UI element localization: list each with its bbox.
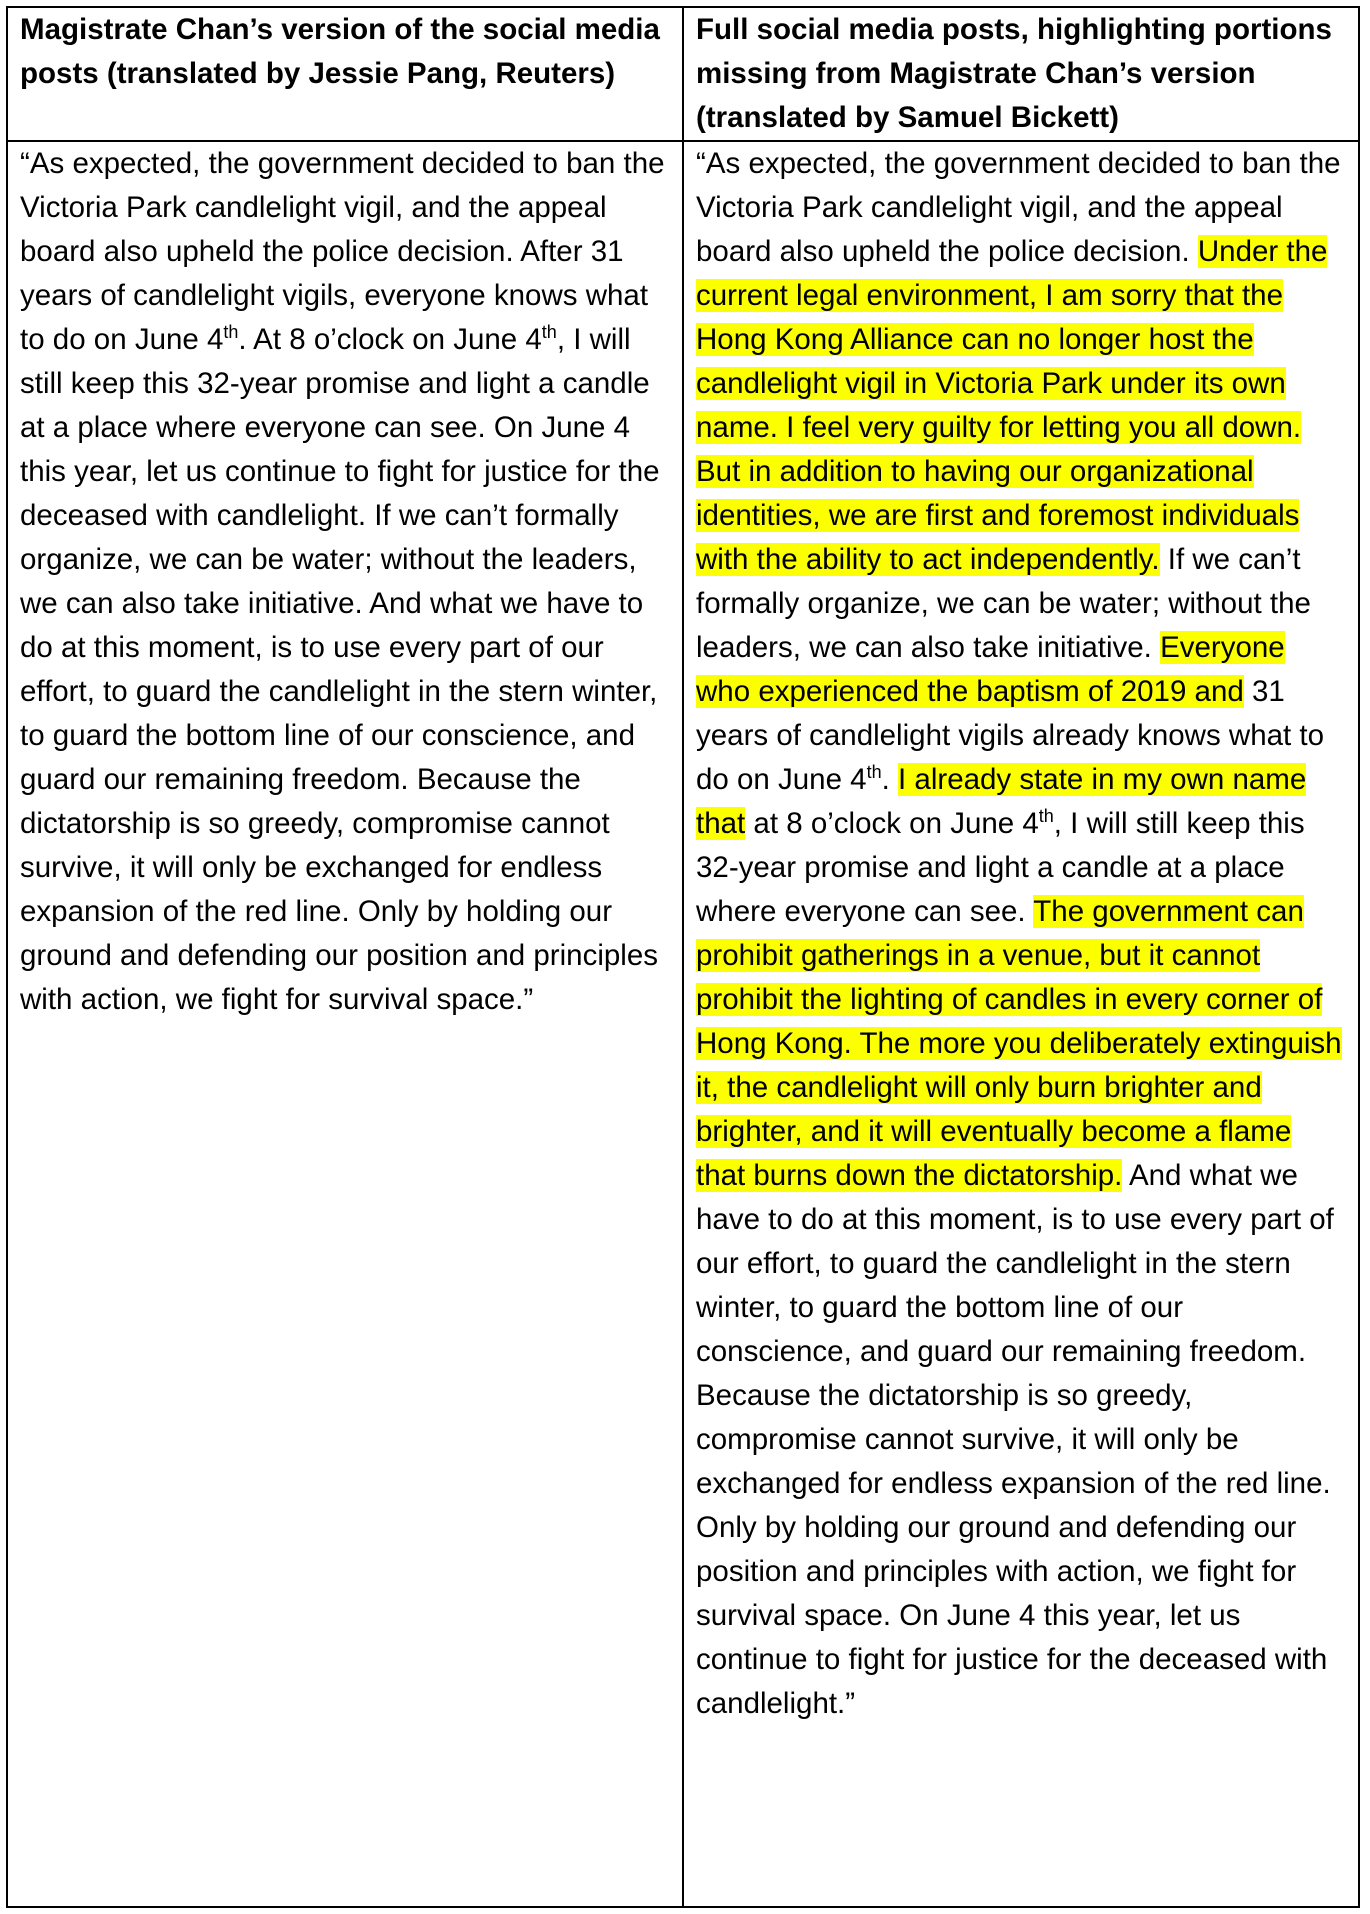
- right-text-part-6: , I will still keep this 32-year promise and light a candle at a place where everyone can see.: [696, 807, 1305, 928]
- left-text-part-2: . At 8 o’clock on June 4: [238, 323, 542, 356]
- comparison-table: [6, 6, 1360, 1908]
- left-superscript-2: th: [541, 322, 557, 343]
- left-column-header: Magistrate Chan’s version of the social media posts (translated by Jessie Pang, Reuters): [7, 7, 683, 141]
- right-text-part-2: If we can’t formally organize, we can be water; without the leaders, we can also take initiative.: [696, 543, 1311, 664]
- left-text-part-1: “As expected, the government decided to ban the Victoria Park candlelight vigil, and the appeal board also upheld the police decision. After 31 years of candlelight vigils, everyone knows what to do on June 4: [20, 147, 665, 356]
- right-text-part-5: at 8 o’clock on June 4: [745, 807, 1039, 840]
- right-text-part-4: .: [881, 763, 899, 796]
- highlighted-missing-portion-3: I already state in my own name that: [696, 763, 1307, 840]
- right-superscript-1: th: [866, 762, 882, 783]
- highlighted-missing-portion-4: The government can prohibit gatherings in a venue, but it cannot prohibit the lighting of candles in every corner of Hong Kong. The more you deliberately extinguish it, the candlelight will only burn brighter and brighter, and it will eventually become a flame that burns down the dictatorship.: [696, 895, 1342, 1192]
- right-text-part-1: “As expected, the government decided to ban the Victoria Park candlelight vigil, and the appeal board also upheld the police decision.: [696, 147, 1341, 268]
- header-row: [7, 7, 1359, 141]
- highlighted-missing-portion-1: Under the current legal environment, I am sorry that the Hong Kong Alliance can no longer host the candlelight vigil in Victoria Park under its own name. I feel very guilty for letting you all down. But in addition to having our organizational identities, we are first and foremost individuals with the ability to act independently.: [696, 235, 1328, 576]
- right-text-part-7: And what we have to do at this moment, is to use every part of our effort, to guard the candlelight in the stern winter, to guard the bottom line of our conscience, and guard our remaining freedom. Because the dictatorship is so greedy, compromise cannot survive, it will only be exchanged for endless expansion of the red line. Only by holding our ground and defending our position and principles with action, we fight for survival space. On June 4 this year, let us continue to fight for justice for the deceased with candlelight.”: [696, 1159, 1334, 1720]
- right-superscript-2: th: [1038, 806, 1054, 827]
- left-superscript-1: th: [223, 322, 239, 343]
- full-posts-text: [683, 141, 1359, 1907]
- highlighted-missing-portion-2: Everyone who experienced the baptism of 2019 and: [696, 631, 1285, 708]
- right-column-header: Full social media posts, highlighting portions missing from Magistrate Chan’s version (translated by Samuel Bickett): [683, 7, 1359, 141]
- magistrate-version-text: [7, 141, 683, 1907]
- body-row: [7, 141, 1359, 1907]
- right-text-part-3: 31 years of candlelight vigils already knows what to do on June 4: [696, 675, 1325, 796]
- left-text-part-3: , I will still keep this 32-year promise and light a candle at a place where everyone can see. On June 4 this year, let us continue to fight for justice for the deceased with candlelight. If we can’t formally organize, we can be water; without the leaders, we can also take initiative. And what we have to do at this moment, is to use every part of our effort, to guard the candlelight in the stern winter, to guard the bottom line of our conscience, and guard our remaining freedom. Because the dictatorship is so greedy, compromise cannot survive, it will only be exchanged for endless expansion of the red line. Only by holding our ground and defending our position and principles with action, we fight for survival space.”: [20, 323, 660, 1016]
